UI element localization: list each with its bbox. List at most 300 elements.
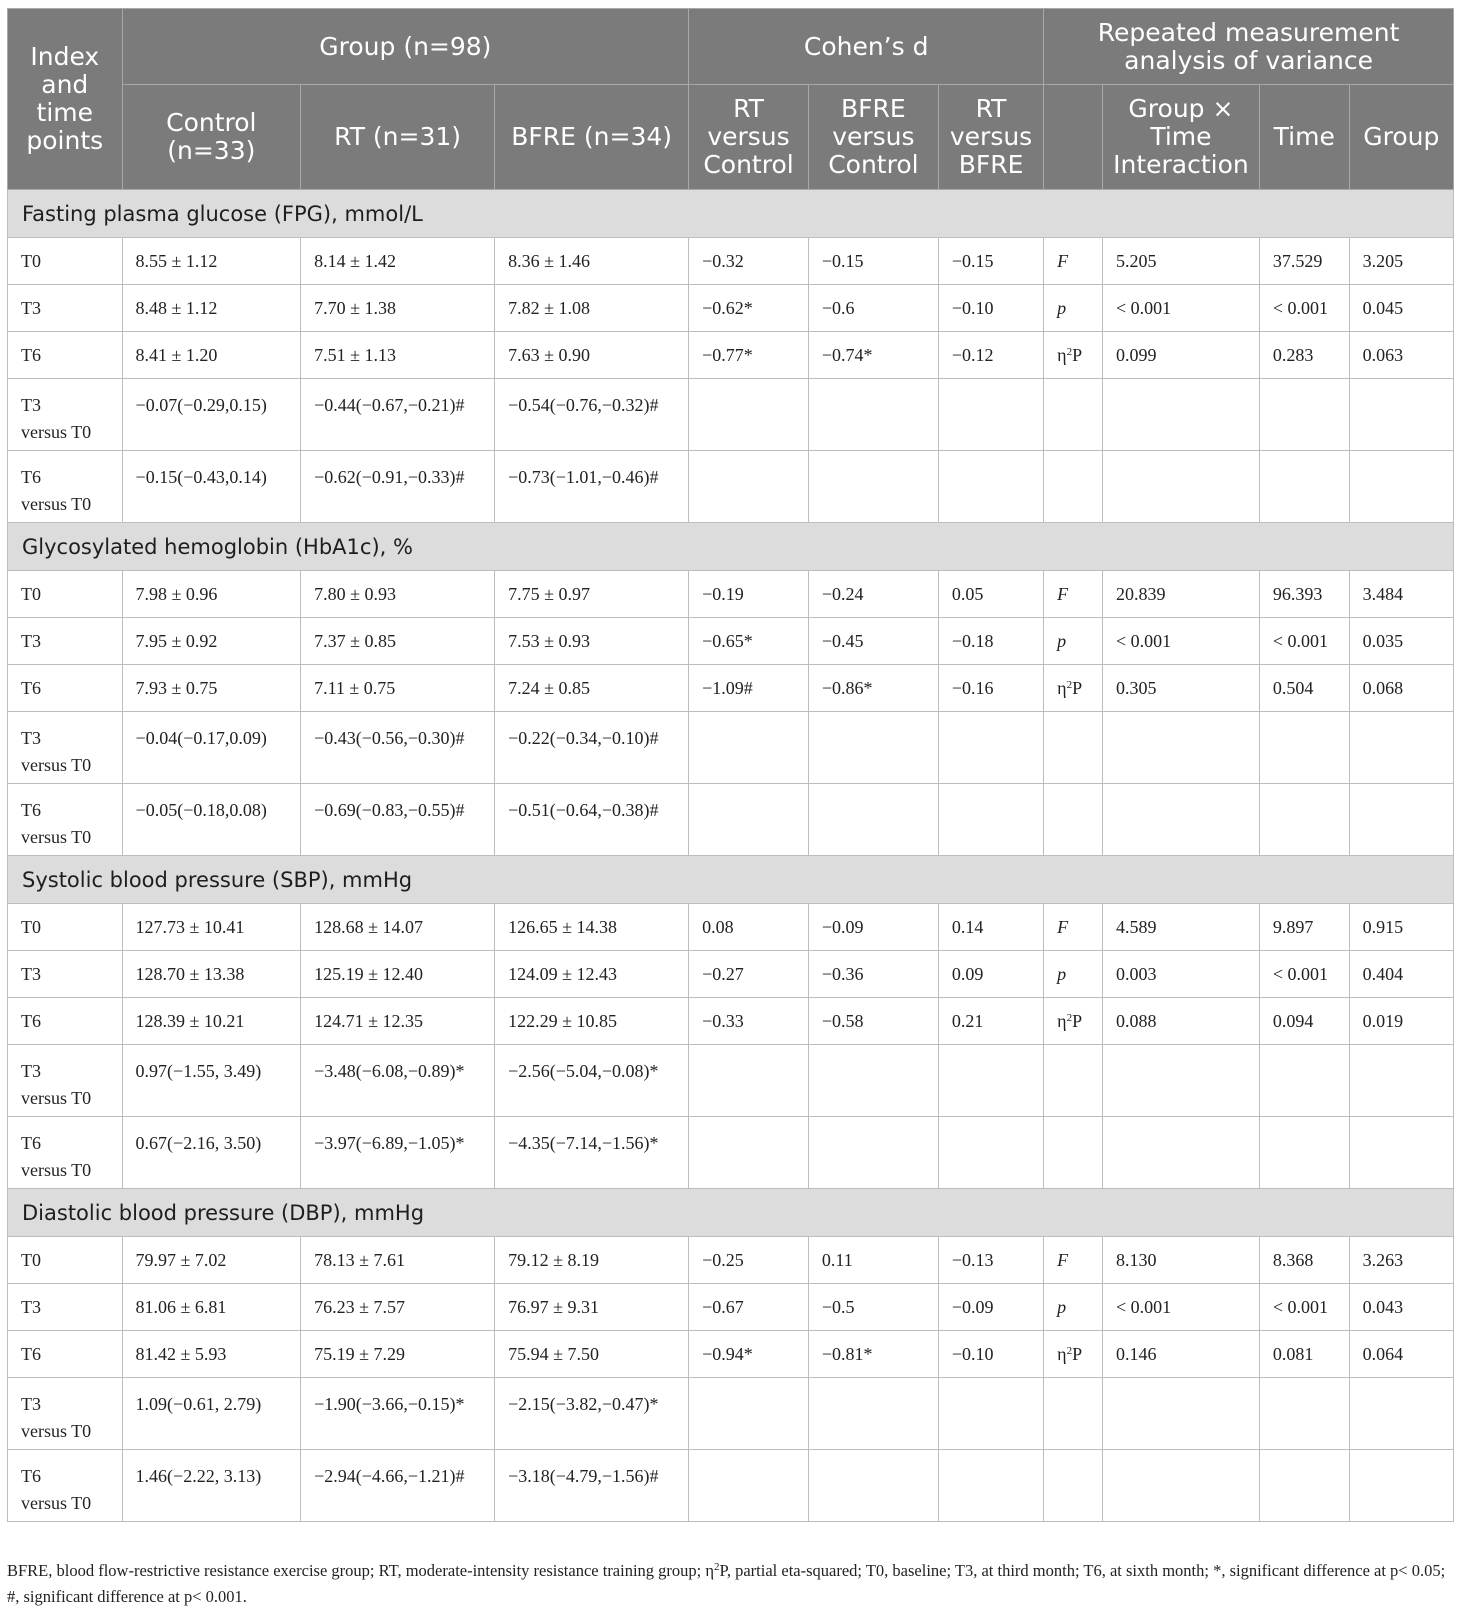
cell-stat-label [1044, 285, 1103, 332]
table-row [8, 618, 1454, 665]
empty-cell [1349, 1378, 1453, 1450]
cell-d-bfre-vs-control: −0.36 [808, 951, 938, 998]
table-row [8, 379, 1454, 451]
header-rmanova: Repeated measurement analysis of variance [1044, 9, 1454, 85]
row-label [8, 285, 123, 332]
table-row [8, 1045, 1454, 1117]
table-footnote [7, 1558, 1454, 1610]
cell-time: < 0.001 [1259, 951, 1349, 998]
cell-d-rt-vs-bfre: −0.09 [938, 1284, 1043, 1331]
empty-cell [1103, 451, 1260, 523]
empty-cell [1103, 1117, 1260, 1189]
section-header-row [8, 190, 1454, 238]
cell-bfre: 75.94 ± 7.50 [495, 1331, 689, 1378]
header-rt-vs-bfre: RT versus BFRE [938, 85, 1043, 190]
cell-group: 0.045 [1349, 285, 1453, 332]
row-label [8, 238, 123, 285]
header-rt: RT (n=31) [301, 85, 495, 190]
empty-cell [689, 451, 809, 523]
cell-interaction: < 0.001 [1103, 285, 1260, 332]
cell-d-bfre-vs-control: −0.81* [808, 1331, 938, 1378]
section-header-row [8, 1189, 1454, 1237]
empty-cell [689, 1117, 809, 1189]
row-label [8, 1378, 123, 1450]
cell-control: 7.93 ± 0.75 [122, 665, 301, 712]
empty-cell [1349, 784, 1453, 856]
row-label-line: T3 [21, 963, 41, 984]
empty-cell [938, 1378, 1043, 1450]
cell-time: < 0.001 [1259, 618, 1349, 665]
cell-control: 128.70 ± 13.38 [122, 951, 301, 998]
cell-bfre: 7.75 ± 0.97 [495, 571, 689, 618]
cell-control: −0.07(−0.29,0.15) [122, 379, 301, 451]
cell-group: 0.043 [1349, 1284, 1453, 1331]
cell-d-rt-vs-bfre: −0.13 [938, 1237, 1043, 1284]
row-label-line: versus T0 [21, 755, 92, 775]
cell-bfre: 7.63 ± 0.90 [495, 332, 689, 379]
empty-cell [938, 712, 1043, 784]
table-row [8, 1237, 1454, 1284]
empty-cell [808, 1117, 938, 1189]
cell-rt: −0.43(−0.56,−0.30)# [301, 712, 495, 784]
cell-bfre: −2.56(−5.04,−0.08)* [495, 1045, 689, 1117]
cell-rt: −0.69(−0.83,−0.55)# [301, 784, 495, 856]
cell-control: 0.97(−1.55, 3.49) [122, 1045, 301, 1117]
cell-interaction: 0.099 [1103, 332, 1260, 379]
cell-d-bfre-vs-control: −0.5 [808, 1284, 938, 1331]
header-bfre: BFRE (n=34) [495, 85, 689, 190]
empty-cell [1259, 784, 1349, 856]
empty-cell [689, 784, 809, 856]
row-label-line: T6 [21, 677, 41, 698]
cell-group: 3.205 [1349, 238, 1453, 285]
section-title: Glycosylated hemoglobin (HbA1c), % [8, 523, 1454, 571]
cell-time: < 0.001 [1259, 285, 1349, 332]
cell-d-bfre-vs-control: −0.09 [808, 904, 938, 951]
empty-cell [808, 1450, 938, 1522]
table-row [8, 571, 1454, 618]
table-row [8, 1331, 1454, 1378]
cell-group: 0.404 [1349, 951, 1453, 998]
empty-cell [1044, 1117, 1103, 1189]
cell-group: 0.019 [1349, 998, 1453, 1045]
empty-cell [1349, 1045, 1453, 1117]
cell-group: 3.484 [1349, 571, 1453, 618]
section-header-row [8, 523, 1454, 571]
stat-superscript: 2 [1066, 1011, 1073, 1024]
empty-cell [1259, 1117, 1349, 1189]
cell-control: 7.98 ± 0.96 [122, 571, 301, 618]
row-label-line: T3 [21, 1061, 41, 1081]
cell-bfre: −0.51(−0.64,−0.38)# [495, 784, 689, 856]
row-label [8, 379, 123, 451]
row-label [8, 618, 123, 665]
empty-cell [808, 451, 938, 523]
cell-d-rt-vs-control: 0.08 [689, 904, 809, 951]
row-label-line: T3 [21, 1296, 41, 1317]
header-group: Group (n=98) [122, 9, 689, 85]
stat-tail: P [1072, 1010, 1083, 1031]
empty-cell [808, 712, 938, 784]
table-row [8, 238, 1454, 285]
cell-d-bfre-vs-control: −0.58 [808, 998, 938, 1045]
table-row [8, 1378, 1454, 1450]
cell-control: 8.55 ± 1.12 [122, 238, 301, 285]
row-label-line: T6 [21, 1343, 41, 1364]
table-row [8, 665, 1454, 712]
cell-time: 96.393 [1259, 571, 1349, 618]
cell-d-rt-vs-control: −0.33 [689, 998, 809, 1045]
table-row [8, 904, 1454, 951]
empty-cell [1103, 379, 1260, 451]
stat-symbol: p [1057, 963, 1067, 984]
empty-cell [1103, 712, 1260, 784]
cell-d-bfre-vs-control: −0.24 [808, 571, 938, 618]
empty-cell [1349, 1450, 1453, 1522]
cell-control: 1.46(−2.22, 3.13) [122, 1450, 301, 1522]
row-label-line: T3 [21, 297, 41, 318]
stat-symbol: η [1057, 677, 1067, 698]
cell-interaction: 4.589 [1103, 904, 1260, 951]
cell-control: 1.09(−0.61, 2.79) [122, 1378, 301, 1450]
table-row [8, 784, 1454, 856]
cell-stat-label [1044, 951, 1103, 998]
row-label-line: versus T0 [21, 1421, 92, 1441]
cell-interaction: 0.305 [1103, 665, 1260, 712]
cell-d-rt-vs-bfre: 0.14 [938, 904, 1043, 951]
cell-control: 79.97 ± 7.02 [122, 1237, 301, 1284]
cell-d-bfre-vs-control: −0.15 [808, 238, 938, 285]
empty-cell [689, 1045, 809, 1117]
cell-stat-label [1044, 998, 1103, 1045]
cell-bfre: 76.97 ± 9.31 [495, 1284, 689, 1331]
empty-cell [938, 379, 1043, 451]
header-index: Index and time points [8, 9, 123, 190]
cell-stat-label [1044, 1284, 1103, 1331]
cell-rt: −1.90(−3.66,−0.15)* [301, 1378, 495, 1450]
cell-interaction: < 0.001 [1103, 618, 1260, 665]
row-label [8, 784, 123, 856]
stat-symbol: p [1057, 297, 1067, 318]
empty-cell [1349, 1117, 1453, 1189]
cell-stat-label [1044, 571, 1103, 618]
cell-d-rt-vs-control: −0.32 [689, 238, 809, 285]
empty-cell [689, 712, 809, 784]
footnote-sup: 2 [714, 1561, 720, 1573]
cell-interaction: < 0.001 [1103, 1284, 1260, 1331]
cell-d-rt-vs-control: −0.67 [689, 1284, 809, 1331]
row-label [8, 904, 123, 951]
cell-d-bfre-vs-control: −0.6 [808, 285, 938, 332]
cell-d-rt-vs-control: −0.65* [689, 618, 809, 665]
row-label-line: T3 [21, 728, 41, 748]
cell-rt: 7.51 ± 1.13 [301, 332, 495, 379]
row-label-line: versus T0 [21, 1160, 92, 1180]
empty-cell [1349, 451, 1453, 523]
row-label [8, 1331, 123, 1378]
table-row [8, 1284, 1454, 1331]
cell-bfre: −0.73(−1.01,−0.46)# [495, 451, 689, 523]
cell-time: 37.529 [1259, 238, 1349, 285]
cell-d-rt-vs-control: −1.09# [689, 665, 809, 712]
results-table [7, 8, 1454, 1522]
cell-time: 9.897 [1259, 904, 1349, 951]
cell-bfre: −2.15(−3.82,−0.47)* [495, 1378, 689, 1450]
empty-cell [1044, 712, 1103, 784]
row-label-line: T0 [21, 250, 41, 271]
row-label [8, 998, 123, 1045]
cell-d-rt-vs-bfre: −0.12 [938, 332, 1043, 379]
row-label-line: T6 [21, 467, 41, 487]
header-control: Control (n=33) [122, 85, 301, 190]
cell-control: 81.42 ± 5.93 [122, 1331, 301, 1378]
cell-d-bfre-vs-control: −0.74* [808, 332, 938, 379]
cell-rt: 8.14 ± 1.42 [301, 238, 495, 285]
cell-bfre: 122.29 ± 10.85 [495, 998, 689, 1045]
section-title: Diastolic blood pressure (DBP), mmHg [8, 1189, 1454, 1237]
empty-cell [1103, 784, 1260, 856]
cell-rt: −3.48(−6.08,−0.89)* [301, 1045, 495, 1117]
empty-cell [1044, 1378, 1103, 1450]
empty-cell [1259, 379, 1349, 451]
row-label [8, 1045, 123, 1117]
cell-rt: 7.80 ± 0.93 [301, 571, 495, 618]
empty-cell [1044, 379, 1103, 451]
cell-time: 0.504 [1259, 665, 1349, 712]
cell-d-rt-vs-bfre: 0.21 [938, 998, 1043, 1045]
cell-bfre: 126.65 ± 14.38 [495, 904, 689, 951]
stat-symbol: η [1057, 1343, 1067, 1364]
cell-control: −0.04(−0.17,0.09) [122, 712, 301, 784]
cell-rt: 7.11 ± 0.75 [301, 665, 495, 712]
cell-group: 3.263 [1349, 1237, 1453, 1284]
cell-d-rt-vs-bfre: −0.16 [938, 665, 1043, 712]
cell-d-rt-vs-bfre: −0.10 [938, 285, 1043, 332]
section-header-row [8, 856, 1454, 904]
cell-control: 0.67(−2.16, 3.50) [122, 1117, 301, 1189]
empty-cell [808, 1378, 938, 1450]
header-stat [1044, 85, 1103, 190]
cell-time: 0.081 [1259, 1331, 1349, 1378]
empty-cell [1259, 1378, 1349, 1450]
cell-d-rt-vs-bfre: 0.05 [938, 571, 1043, 618]
header-time: Time [1259, 85, 1349, 190]
row-label-line: T3 [21, 395, 41, 415]
cell-bfre: 7.24 ± 0.85 [495, 665, 689, 712]
cell-control: 8.48 ± 1.12 [122, 285, 301, 332]
cell-group: 0.063 [1349, 332, 1453, 379]
empty-cell [1044, 1450, 1103, 1522]
row-label-line: versus T0 [21, 827, 92, 847]
cell-d-bfre-vs-control: 0.11 [808, 1237, 938, 1284]
empty-cell [938, 1045, 1043, 1117]
cell-stat-label [1044, 665, 1103, 712]
header-rt-vs-control: RT versus Control [689, 85, 809, 190]
stat-superscript: 2 [1066, 345, 1073, 358]
cell-time: 0.283 [1259, 332, 1349, 379]
cell-stat-label [1044, 238, 1103, 285]
row-label [8, 1237, 123, 1284]
cell-bfre: −0.54(−0.76,−0.32)# [495, 379, 689, 451]
cell-group: 0.068 [1349, 665, 1453, 712]
stat-symbol: F [1057, 1249, 1069, 1270]
row-label-line: T6 [21, 1133, 41, 1153]
cell-d-rt-vs-control: −0.94* [689, 1331, 809, 1378]
cell-stat-label [1044, 1331, 1103, 1378]
empty-cell [938, 1450, 1043, 1522]
cell-rt: 125.19 ± 12.40 [301, 951, 495, 998]
cell-rt: −0.62(−0.91,−0.33)# [301, 451, 495, 523]
footnote-text-2: P, partial eta-squared; T0, baseline; T3, at third month; T6, at sixth month; *, significant difference at p< 0.05; #, significant difference at p< 0.001. [7, 1561, 1446, 1606]
row-label [8, 1284, 123, 1331]
stat-symbol: η [1057, 1010, 1067, 1031]
cell-d-rt-vs-control: −0.27 [689, 951, 809, 998]
cell-control: 128.39 ± 10.21 [122, 998, 301, 1045]
cell-d-bfre-vs-control: −0.86* [808, 665, 938, 712]
cell-bfre: 8.36 ± 1.46 [495, 238, 689, 285]
empty-cell [1103, 1378, 1260, 1450]
cell-stat-label [1044, 332, 1103, 379]
empty-cell [1259, 451, 1349, 523]
row-label-line: T6 [21, 344, 41, 365]
empty-cell [1259, 1450, 1349, 1522]
table-row [8, 332, 1454, 379]
cell-rt: 78.13 ± 7.61 [301, 1237, 495, 1284]
cell-interaction: 5.205 [1103, 238, 1260, 285]
row-label-line: T6 [21, 1466, 41, 1486]
header-cohens-d: Cohen’s d [689, 9, 1044, 85]
cell-group: 0.915 [1349, 904, 1453, 951]
empty-cell [938, 451, 1043, 523]
header-bfre-vs-control: BFRE versus Control [808, 85, 938, 190]
row-label [8, 665, 123, 712]
row-label-line: T6 [21, 800, 41, 820]
stat-superscript: 2 [1066, 678, 1073, 691]
table-row [8, 451, 1454, 523]
cell-bfre: 7.53 ± 0.93 [495, 618, 689, 665]
row-label-line: T3 [21, 630, 41, 651]
cell-d-rt-vs-control: −0.25 [689, 1237, 809, 1284]
cell-d-rt-vs-bfre: −0.10 [938, 1331, 1043, 1378]
cell-rt: −2.94(−4.66,−1.21)# [301, 1450, 495, 1522]
table-row [8, 1450, 1454, 1522]
cell-stat-label [1044, 1237, 1103, 1284]
cell-rt: −3.97(−6.89,−1.05)* [301, 1117, 495, 1189]
empty-cell [689, 1450, 809, 1522]
cell-control: 8.41 ± 1.20 [122, 332, 301, 379]
stat-tail: P [1072, 1343, 1083, 1364]
empty-cell [1103, 1450, 1260, 1522]
cell-rt: 124.71 ± 12.35 [301, 998, 495, 1045]
stat-symbol: F [1057, 583, 1069, 604]
row-label-line: versus T0 [21, 1493, 92, 1513]
cell-rt: 7.70 ± 1.38 [301, 285, 495, 332]
empty-cell [1044, 451, 1103, 523]
results-table-container [7, 8, 1454, 1522]
empty-cell [1103, 1045, 1260, 1117]
cell-rt: 75.19 ± 7.29 [301, 1331, 495, 1378]
footnote-text-1: BFRE, blood flow-restrictive resistance exercise group; RT, moderate-intensity resistance training group; η [7, 1561, 715, 1580]
row-label [8, 451, 123, 523]
stat-symbol: F [1057, 916, 1069, 937]
cell-rt: 76.23 ± 7.57 [301, 1284, 495, 1331]
cell-d-rt-vs-control: −0.77* [689, 332, 809, 379]
table-row [8, 285, 1454, 332]
row-label-line: versus T0 [21, 494, 92, 514]
row-label-line: T0 [21, 583, 41, 604]
row-label-line: T6 [21, 1010, 41, 1031]
empty-cell [689, 1378, 809, 1450]
cell-control: 81.06 ± 6.81 [122, 1284, 301, 1331]
row-label-line: T0 [21, 1249, 41, 1270]
empty-cell [1259, 1045, 1349, 1117]
row-label [8, 332, 123, 379]
empty-cell [808, 1045, 938, 1117]
cell-d-rt-vs-control: −0.19 [689, 571, 809, 618]
empty-cell [1259, 712, 1349, 784]
cell-interaction: 0.003 [1103, 951, 1260, 998]
cell-d-bfre-vs-control: −0.45 [808, 618, 938, 665]
cell-interaction: 0.088 [1103, 998, 1260, 1045]
empty-cell [808, 379, 938, 451]
cell-stat-label [1044, 904, 1103, 951]
section-title: Systolic blood pressure (SBP), mmHg [8, 856, 1454, 904]
empty-cell [938, 784, 1043, 856]
cell-d-rt-vs-bfre: −0.15 [938, 238, 1043, 285]
stat-superscript: 2 [1066, 1344, 1073, 1357]
table-row [8, 951, 1454, 998]
row-label-line: T0 [21, 916, 41, 937]
cell-rt: 128.68 ± 14.07 [301, 904, 495, 951]
stat-symbol: p [1057, 630, 1067, 651]
cell-time: 8.368 [1259, 1237, 1349, 1284]
empty-cell [1044, 1045, 1103, 1117]
cell-bfre: 124.09 ± 12.43 [495, 951, 689, 998]
stat-symbol: p [1057, 1296, 1067, 1317]
table-header [8, 9, 1454, 190]
cell-time: 0.094 [1259, 998, 1349, 1045]
row-label [8, 712, 123, 784]
row-label-line: versus T0 [21, 1088, 92, 1108]
cell-bfre: −3.18(−4.79,−1.56)# [495, 1450, 689, 1522]
cell-interaction: 0.146 [1103, 1331, 1260, 1378]
cell-d-rt-vs-bfre: 0.09 [938, 951, 1043, 998]
cell-bfre: −4.35(−7.14,−1.56)* [495, 1117, 689, 1189]
table-row [8, 712, 1454, 784]
stat-symbol: F [1057, 250, 1069, 271]
cell-control: 7.95 ± 0.92 [122, 618, 301, 665]
cell-group: 0.064 [1349, 1331, 1453, 1378]
cell-rt: 7.37 ± 0.85 [301, 618, 495, 665]
cell-time: < 0.001 [1259, 1284, 1349, 1331]
cell-group: 0.035 [1349, 618, 1453, 665]
empty-cell [1349, 379, 1453, 451]
row-label [8, 1450, 123, 1522]
cell-interaction: 8.130 [1103, 1237, 1260, 1284]
empty-cell [808, 784, 938, 856]
table-row [8, 998, 1454, 1045]
cell-control: −0.05(−0.18,0.08) [122, 784, 301, 856]
row-label-line: versus T0 [21, 422, 92, 442]
stat-symbol: η [1057, 344, 1067, 365]
row-label [8, 571, 123, 618]
table-row [8, 1117, 1454, 1189]
cell-interaction: 20.839 [1103, 571, 1260, 618]
empty-cell [689, 379, 809, 451]
cell-control: −0.15(−0.43,0.14) [122, 451, 301, 523]
cell-bfre: 7.82 ± 1.08 [495, 285, 689, 332]
header-group-col: Group [1349, 85, 1453, 190]
